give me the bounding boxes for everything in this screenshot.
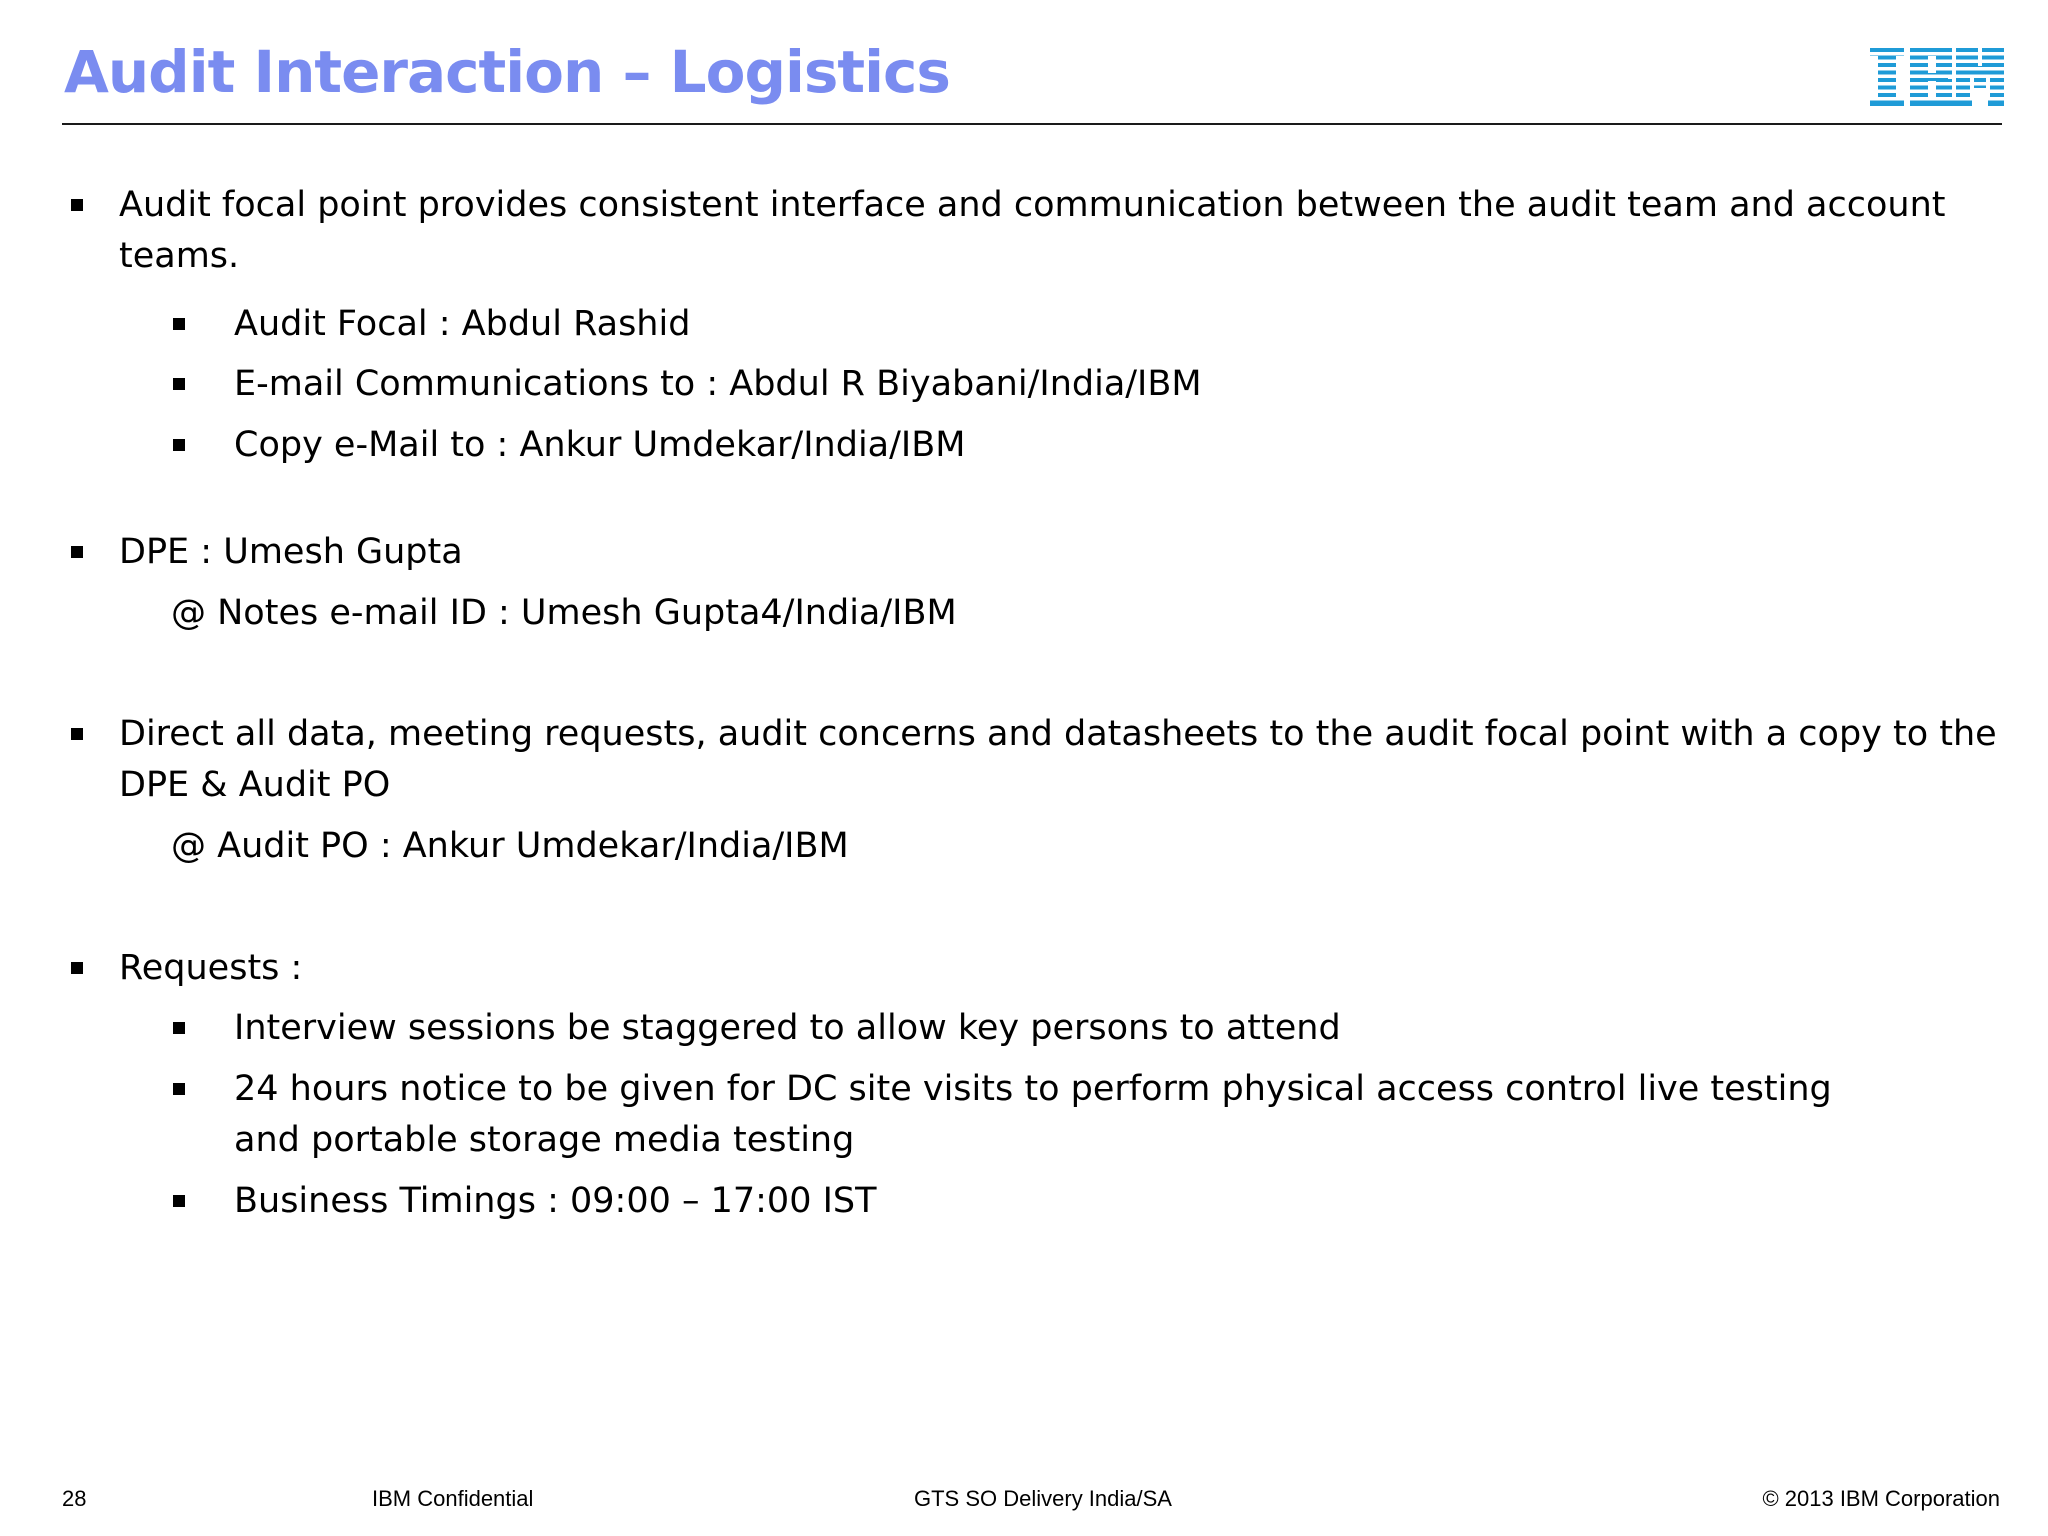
bullet-dpe: DPE : Umesh Gupta	[119, 532, 463, 572]
audit-po-note: @ Audit PO : Ankur Umdekar/India/IBM	[171, 826, 849, 866]
sub-bullet-marker-icon	[173, 1083, 185, 1095]
sub-bullet-interview-sessions: Interview sessions be staggered to allow key persons to attend	[234, 1008, 1341, 1048]
sub-bullet-marker-icon	[173, 1022, 185, 1034]
bullet-direct-all-data: Direct all data, meeting requests, audit concerns and datasheets to the audit focal point with a copy to the DPE & Audit PO	[119, 714, 1997, 805]
bullet-marker-icon	[71, 962, 83, 974]
footer-center-text: GTS SO Delivery India/SA	[914, 1486, 1172, 1511]
sub-bullet-marker-icon	[173, 378, 185, 390]
footer-page-number: 28	[62, 1486, 87, 1511]
sub-bullet-audit-focal: Audit Focal : Abdul Rashid	[234, 304, 691, 344]
slide-title: Audit Interaction – Logistics	[64, 38, 950, 106]
bullet-marker-icon	[71, 546, 83, 558]
footer-copyright: © 2013 IBM Corporation	[1762, 1486, 2000, 1511]
sub-bullet-email-communications: E-mail Communications to : Abdul R Biyabani/India/IBM	[234, 364, 1202, 404]
footer-confidential: IBM Confidential	[372, 1486, 534, 1511]
dpe-notes-email: @ Notes e-mail ID : Umesh Gupta4/India/IBM	[171, 593, 957, 633]
sub-bullet-marker-icon	[173, 1195, 185, 1207]
bullet-marker-icon	[71, 199, 83, 211]
sub-bullet-business-timings: Business Timings : 09:00 – 17:00 IST	[234, 1181, 877, 1221]
sub-bullet-marker-icon	[173, 318, 185, 330]
sub-bullet-dc-site-visits: 24 hours notice to be given for DC site visits to perform physical access control live testing and portable storage media testing	[234, 1069, 1832, 1160]
bullet-marker-icon	[71, 728, 83, 740]
bullet-requests: Requests :	[119, 948, 303, 988]
bullet-focal-point: Audit focal point provides consistent interface and communication between the audit team and account teams.	[119, 185, 1946, 276]
sub-bullet-copy-email: Copy e-Mail to : Ankur Umdekar/India/IBM	[234, 425, 966, 465]
sub-bullet-marker-icon	[173, 439, 185, 451]
